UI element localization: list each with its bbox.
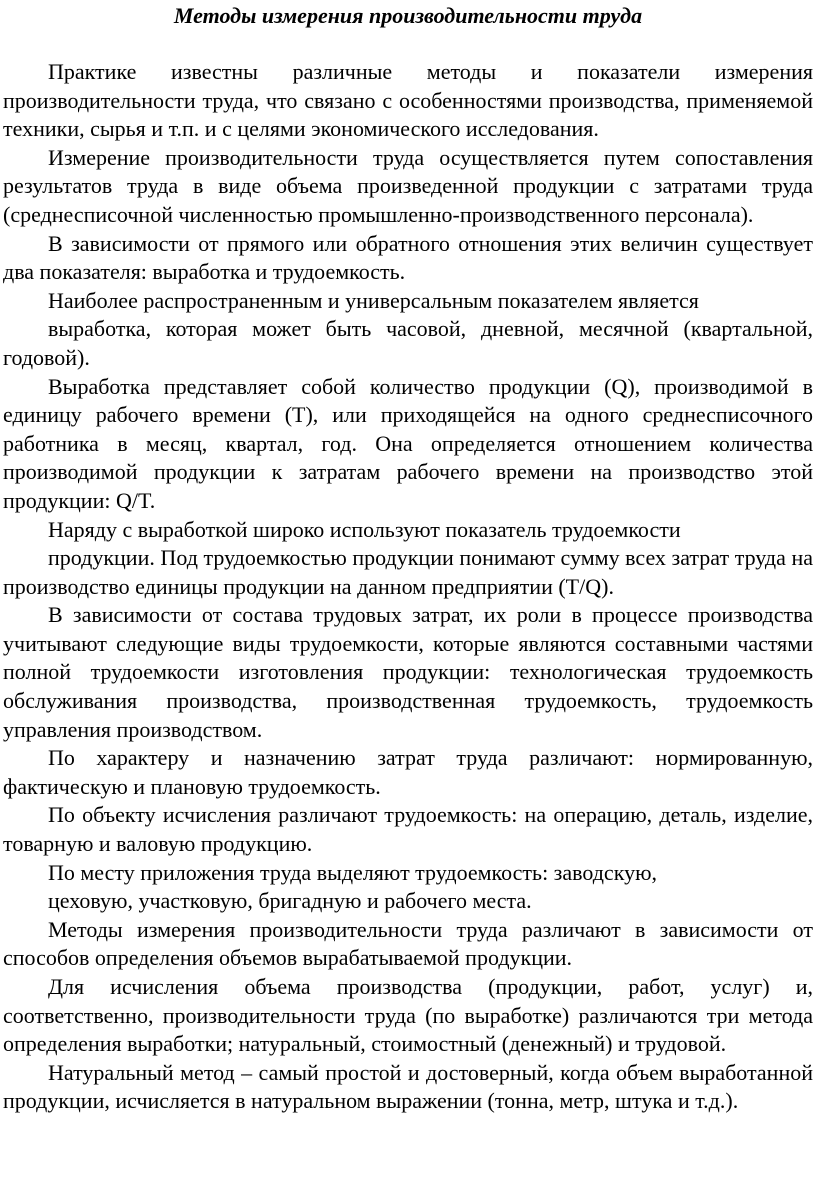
paragraph-labor-intensity-lead: Наряду с выработкой широко используют показатель трудоемкости [48, 516, 681, 542]
paragraph-measurement: Измерение производительности труда осуществляется путем сопоставления результатов труда в виде объема произведенной продукции с затратами труда (среднесписочной численностью промышленно-производственного персонала). [3, 144, 813, 227]
paragraph-by-place-items: цеховую, участковую, бригадную и рабочего места. [48, 888, 532, 914]
paragraph-labor-intensity-definition: продукции. Под трудоемкостью продукции понимают сумму всех затрат труда на производство единицы продукции на данном предприятии (T/Q). [3, 545, 813, 599]
paragraph-output-definition: Выработка представляет собой количество продукции (Q), производимой в единицу рабочего времени (T), или приходящейся на одного среднесписочного работника в месяц, квартал, год. Она определяется отношением количества производимой продукции к затратам рабочего времени на производство этой продукции: Q/T. [3, 373, 813, 513]
paragraph-natural-method: Натуральный метод – самый простой и достоверный, когда объем выработанной продукции, исчисляется в натуральном выражении (тонна, метр, штука и т.д.). [3, 1059, 813, 1114]
paragraph-three-methods: Для исчисления объема производства (продукции, работ, услуг) и, соответственно, производительности труда (по выработке) различаются три метода определения выработки; натуральный, стоимостный (денежный) и трудовой. [3, 974, 813, 1057]
paragraph-two-indicators: В зависимости от прямого или обратного отношения этих величин существует два показателя: выработка и трудоемкость. [3, 230, 813, 285]
paragraph-methods: Методы измерения производительности труда различают в зависимости от способов определения объемов вырабатываемой продукции. [3, 916, 813, 971]
document-page [3, 0, 813, 1116]
paragraph-by-object: По объекту исчисления различают трудоемкость: на операцию, деталь, изделие, товарную и валовую продукцию. [3, 802, 813, 857]
paragraph-most-common: Наиболее распространенным и универсальным показателем является [48, 287, 699, 313]
document-title: Методы измерения производительности труда [173, 3, 643, 28]
paragraph-by-character: По характеру и назначению затрат труда различают: нормированную, фактическую и плановую трудоемкость. [3, 745, 813, 799]
paragraph-labor-intensity-types: В зависимости от состава трудовых затрат, их роли в процессе производства учитывают следующие виды трудоемкости, которые являются составными частями полной трудоемкости изготовления продукции: технологическая трудоемкость обслуживания производства, производственная трудоемкость, трудоемкость управления производством. [3, 602, 813, 742]
paragraph-intro: Практике известны различные методы и показатели измерения производительности труда, что связано с особенностями производства, применяемой техники, сырья и т.п. и с целями экономического исследования. [3, 59, 813, 142]
paragraph-by-place-lead: По месту приложения труда выделяют трудоемкость: заводскую, [48, 859, 658, 885]
paragraph-output-types: выработка, которая может быть часовой, дневной, месячной (квартальной, годовой). [3, 316, 813, 370]
